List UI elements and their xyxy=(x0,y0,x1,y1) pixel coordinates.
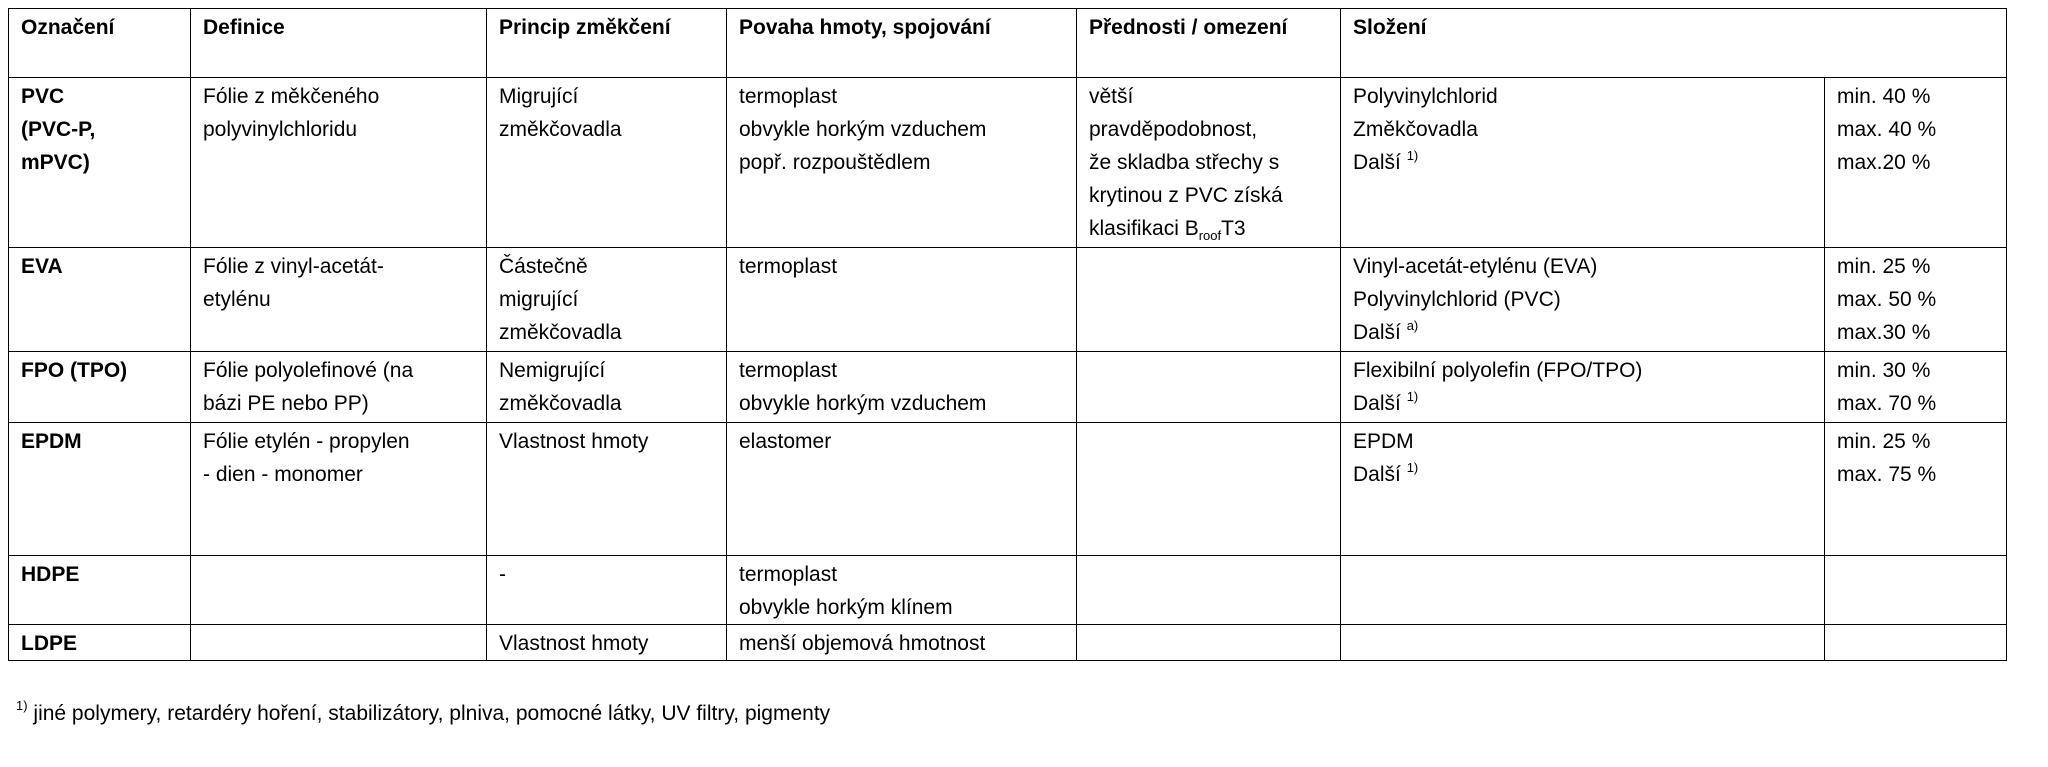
footnote-marker: 1) xyxy=(16,698,28,713)
component-percentage: min. 25 % xyxy=(1837,430,1931,453)
code-line: FPO (TPO) xyxy=(21,359,128,382)
component-line xyxy=(1353,113,1812,146)
cell-principle xyxy=(487,423,727,556)
cell-composition xyxy=(1341,248,1825,352)
cell-code xyxy=(9,625,191,661)
cell-composition xyxy=(1341,625,1825,661)
cell-composition xyxy=(1341,423,1825,556)
footnote-ref: a) xyxy=(1406,318,1419,333)
header-povaha: Povaha hmoty, spojování xyxy=(727,9,1077,78)
footnote-text: jiné polymery, retardéry hoření, stabilizátory, plniva, pomocné látky, UV filtry, pigmenty xyxy=(33,702,831,725)
definition-line: bázi PE nebo PP) xyxy=(203,392,369,415)
notes-line: krytinou z PVC získá xyxy=(1089,184,1283,207)
header-slozeni: Složení xyxy=(1341,9,2007,78)
cell-principle xyxy=(487,78,727,248)
cell-percentage xyxy=(1825,78,2007,248)
component-name: Změkčovadla xyxy=(1353,118,1478,141)
cell-percentage xyxy=(1825,423,2007,556)
cell-nature xyxy=(727,625,1077,661)
code-line: PVC xyxy=(21,85,65,108)
cell-composition xyxy=(1341,352,1825,423)
cell-definition xyxy=(191,556,487,625)
code-line: (PVC-P, xyxy=(21,118,96,141)
notes-line: větší xyxy=(1089,85,1134,108)
cell-composition xyxy=(1341,78,1825,248)
component-name: Další xyxy=(1353,151,1401,174)
table-row xyxy=(9,248,2007,352)
cell-definition xyxy=(191,248,487,352)
nature-line: elastomer xyxy=(739,430,832,453)
cell-code xyxy=(9,78,191,248)
cell-nature xyxy=(727,248,1077,352)
component-name: Vinyl-acetát-etylénu (EVA) xyxy=(1353,255,1598,278)
nature-line: popř. rozpouštědlem xyxy=(739,151,931,174)
component-percentage: max. 40 % xyxy=(1837,118,1937,141)
component-percentage: max.30 % xyxy=(1837,321,1931,344)
header-prednosti: Přednosti / omezení xyxy=(1077,9,1341,78)
table-row xyxy=(9,556,2007,625)
footnote-ref: 1) xyxy=(1406,389,1419,404)
component-name: Další xyxy=(1353,463,1401,486)
cell-nature xyxy=(727,556,1077,625)
cell-notes xyxy=(1077,352,1341,423)
cell-definition xyxy=(191,423,487,556)
definition-line: etylénu xyxy=(203,288,271,311)
footnote xyxy=(16,700,830,728)
table-row xyxy=(9,78,2007,248)
principle-line: Migrující xyxy=(499,85,579,108)
component-percentage: min. 40 % xyxy=(1837,85,1931,108)
cell-notes xyxy=(1077,78,1341,248)
definition-line: Fólie z vinyl-acetát- xyxy=(203,255,384,278)
cell-notes xyxy=(1077,625,1341,661)
component-line xyxy=(1353,458,1812,491)
component-line xyxy=(1353,283,1812,316)
table-row xyxy=(9,352,2007,423)
definition-line: Fólie z měkčeného xyxy=(203,85,380,108)
cell-code xyxy=(9,352,191,423)
principle-line: Vlastnost hmoty xyxy=(499,632,649,655)
component-percentage: max. 75 % xyxy=(1837,463,1937,486)
table-row xyxy=(9,625,2007,661)
nature-line: obvykle horkým klínem xyxy=(739,596,953,619)
code-line: LDPE xyxy=(21,632,78,655)
code-line: HDPE xyxy=(21,563,80,586)
principle-line: Nemigrující xyxy=(499,359,606,382)
nature-line: menší objemová hmotnost xyxy=(739,632,986,655)
component-line xyxy=(1353,250,1812,283)
cell-code xyxy=(9,248,191,352)
cell-notes xyxy=(1077,423,1341,556)
principle-line: Částečně xyxy=(499,255,588,278)
component-percentage: min. 25 % xyxy=(1837,255,1931,278)
component-name: EPDM xyxy=(1353,430,1414,453)
component-percentage: max.20 % xyxy=(1837,151,1931,174)
nature-line: termoplast xyxy=(739,255,838,278)
membrane-table xyxy=(8,8,2007,661)
cell-percentage xyxy=(1825,352,2007,423)
component-name: Flexibilní polyolefin (FPO/TPO) xyxy=(1353,359,1643,382)
component-name: Další xyxy=(1353,321,1401,344)
cell-principle xyxy=(487,625,727,661)
component-name: Další xyxy=(1353,392,1401,415)
footnote-ref: 1) xyxy=(1406,460,1419,475)
classification-subscript: roof xyxy=(1198,228,1222,243)
document xyxy=(8,8,2006,661)
nature-line: termoplast xyxy=(739,85,838,108)
principle-line: Vlastnost hmoty xyxy=(499,430,649,453)
component-name: Polyvinylchlorid xyxy=(1353,85,1498,108)
classification-prefix: klasifikaci B xyxy=(1089,217,1199,240)
cell-principle xyxy=(487,352,727,423)
code-line: EVA xyxy=(21,255,63,278)
cell-code xyxy=(9,556,191,625)
cell-notes xyxy=(1077,248,1341,352)
cell-principle xyxy=(487,556,727,625)
cell-principle xyxy=(487,248,727,352)
cell-notes xyxy=(1077,556,1341,625)
cell-definition xyxy=(191,352,487,423)
definition-line: Fólie etylén - propylen xyxy=(203,430,410,453)
cell-composition xyxy=(1341,556,1825,625)
component-line xyxy=(1353,387,1812,420)
cell-percentage xyxy=(1825,556,2007,625)
cell-definition xyxy=(191,625,487,661)
code-line: mPVC) xyxy=(21,151,90,174)
nature-line: obvykle horkým vzduchem xyxy=(739,392,987,415)
footnote-ref: 1) xyxy=(1406,148,1419,163)
definition-line: polyvinylchloridu xyxy=(203,118,358,141)
component-percentage: max. 70 % xyxy=(1837,392,1937,415)
principle-line: změkčovadla xyxy=(499,321,622,344)
component-line xyxy=(1353,80,1812,113)
principle-line: změkčovadla xyxy=(499,118,622,141)
definition-line: Fólie polyolefinové (na xyxy=(203,359,414,382)
notes-line: že skladba střechy s xyxy=(1089,151,1280,174)
cell-nature xyxy=(727,352,1077,423)
principle-line: změkčovadla xyxy=(499,392,622,415)
component-line xyxy=(1353,146,1812,179)
component-percentage: max. 50 % xyxy=(1837,288,1937,311)
component-name: Polyvinylchlorid (PVC) xyxy=(1353,288,1561,311)
principle-line: - xyxy=(499,563,506,586)
definition-line: - dien - monomer xyxy=(203,463,363,486)
header-definice: Definice xyxy=(191,9,487,78)
principle-line: migrující xyxy=(499,288,579,311)
cell-definition xyxy=(191,78,487,248)
classification-suffix: T3 xyxy=(1221,217,1246,240)
nature-line: termoplast xyxy=(739,563,838,586)
header-row xyxy=(9,9,2007,78)
component-percentage: min. 30 % xyxy=(1837,359,1931,382)
table-row xyxy=(9,423,2007,556)
cell-nature xyxy=(727,78,1077,248)
cell-code xyxy=(9,423,191,556)
component-line xyxy=(1353,425,1812,458)
cell-percentage xyxy=(1825,625,2007,661)
notes-line: pravděpodobnost, xyxy=(1089,118,1258,141)
cell-percentage xyxy=(1825,248,2007,352)
nature-line: termoplast xyxy=(739,359,838,382)
cell-nature xyxy=(727,423,1077,556)
component-line xyxy=(1353,316,1812,349)
component-line xyxy=(1353,354,1812,387)
classification-line xyxy=(1089,212,1328,245)
nature-line: obvykle horkým vzduchem xyxy=(739,118,987,141)
header-princip: Princip změkčení xyxy=(487,9,727,78)
header-oznaceni: Označení xyxy=(9,9,191,78)
code-line: EPDM xyxy=(21,430,82,453)
